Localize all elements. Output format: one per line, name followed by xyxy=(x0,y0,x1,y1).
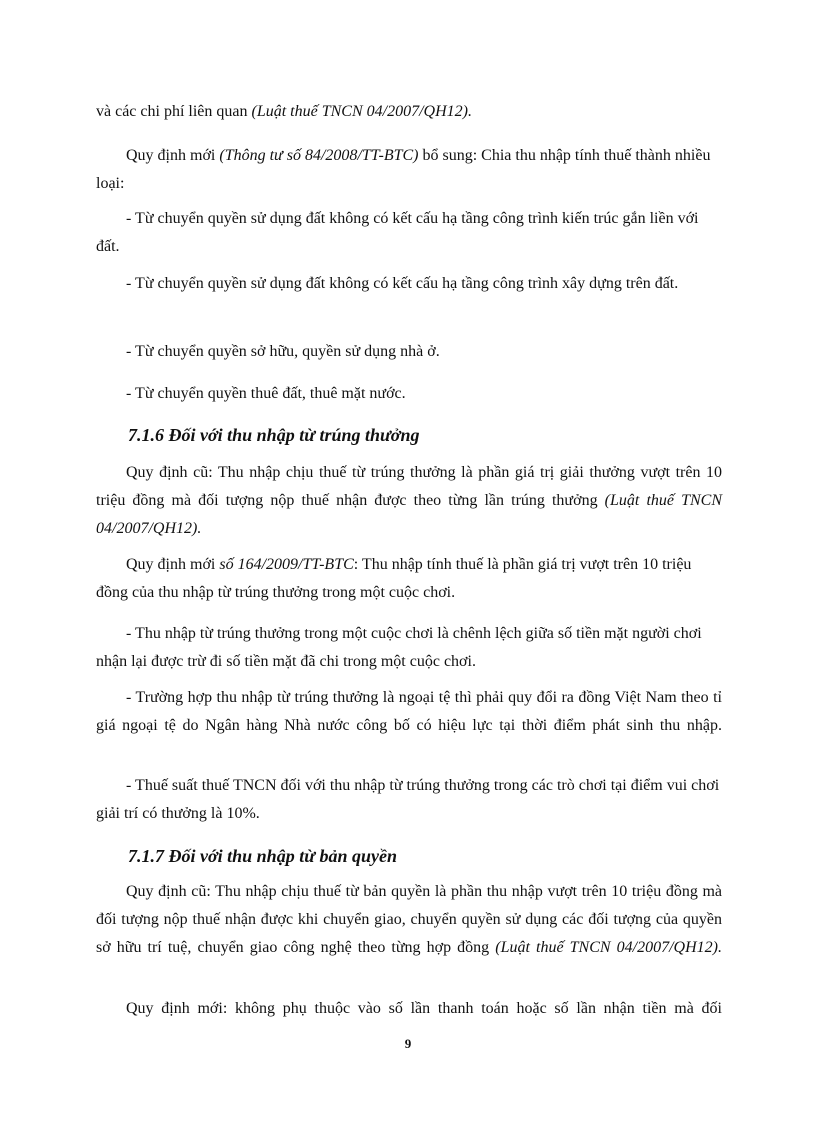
paragraph-text: : Thu nhập tính thuế là phần giá trị vượt trên 10 triệu đồng của thu nhập từ trúng thưởng trong một cuộc chơi. xyxy=(96,556,692,601)
legal-citation: số 164/2009/TT-BTC xyxy=(219,556,354,573)
paragraph-copyright-old-rule xyxy=(96,878,722,962)
list-item-land-architecture: - Từ chuyển quyền sử dụng đất không có kết cấu hạ tầng công trình kiến trúc gắn liền với đất. xyxy=(96,210,699,255)
paragraph-lottery-old-rule xyxy=(96,459,722,543)
page-number: 9 xyxy=(404,1036,412,1051)
list-item-land-lease: - Từ chuyển quyền thuê đất, thuê mặt nước. xyxy=(126,385,406,402)
legal-citation: (Luật thuế TNCN 04/2007/QH12). xyxy=(495,939,722,956)
paragraph-text: Quy định cũ: Thu nhập chịu thuế từ bản quyền là phần thu nhập vượt trên 10 triệu đồng mà đối tượng nộp thuế nhận được khi chuyển giao, chuyển quyền sử dụng các đối tượng của quyền sở hữu trí tuệ, chuyển giao công nghệ theo từng hợp đồng xyxy=(96,883,722,956)
paragraph-text: Quy định mới xyxy=(126,147,220,164)
list-item-lottery-difference: - Thu nhập từ trúng thưởng trong một cuộc chơi là chênh lệch giữa số tiền mặt người chơi nhận lại được trừ đi số tiền mặt đã chi trong một cuộc chơi. xyxy=(96,625,702,670)
paragraph-continuation xyxy=(96,98,722,126)
section-heading-copyright: 7.1.7 Đối với thu nhập từ bản quyền xyxy=(128,846,397,866)
paragraph-lottery-new-rule xyxy=(96,551,722,607)
paragraph-copyright-new-rule: Quy định mới: không phụ thuộc vào số lần thanh toán hoặc số lần nhận tiền mà đối xyxy=(126,1000,722,1017)
paragraph-text: Quy định mới xyxy=(126,556,220,573)
list-item-land-construction: - Từ chuyển quyền sử dụng đất không có kết cấu hạ tầng công trình xây dựng trên đất. xyxy=(126,275,679,292)
paragraph-text: bổ sung: Chia thu nhập tính thuế thành nhiều loại: xyxy=(96,147,711,192)
list-item-lottery-foreign-currency: - Trường hợp thu nhập từ trúng thưởng là ngoại tệ thì phải quy đổi ra đồng Việt Nam theo tỉ giá ngoại tệ do Ngân hàng Nhà nước công bố có hiệu lực tại thời điểm phát sinh thu nhập. xyxy=(96,689,722,734)
paragraph-text: và các chi phí liên quan xyxy=(96,103,252,120)
legal-citation: (Thông tư số 84/2008/TT-BTC) xyxy=(219,147,419,164)
paragraph-text: Quy định cũ: Thu nhập chịu thuế từ trúng thưởng là phần giá trị giải thưởng vượt trên 10 triệu đồng mà đối tượng nộp thuế nhận được theo từng lần trúng thưởng xyxy=(96,464,722,509)
list-item-house-ownership: - Từ chuyển quyền sở hữu, quyền sử dụng nhà ở. xyxy=(126,343,440,360)
legal-citation: (Luật thuế TNCN 04/2007/QH12). xyxy=(251,103,472,120)
section-heading-lottery: 7.1.6 Đối với thu nhập từ trúng thưởng xyxy=(128,425,420,445)
legal-citation: (Luật thuế TNCN 04/2007/QH12). xyxy=(96,492,722,537)
paragraph-new-rule-types xyxy=(96,142,722,198)
list-item-lottery-tax-rate: - Thuế suất thuế TNCN đối với thu nhập từ trúng thưởng trong các trò chơi tại điểm vui chơi giải trí có thưởng là 10%. xyxy=(96,777,720,822)
